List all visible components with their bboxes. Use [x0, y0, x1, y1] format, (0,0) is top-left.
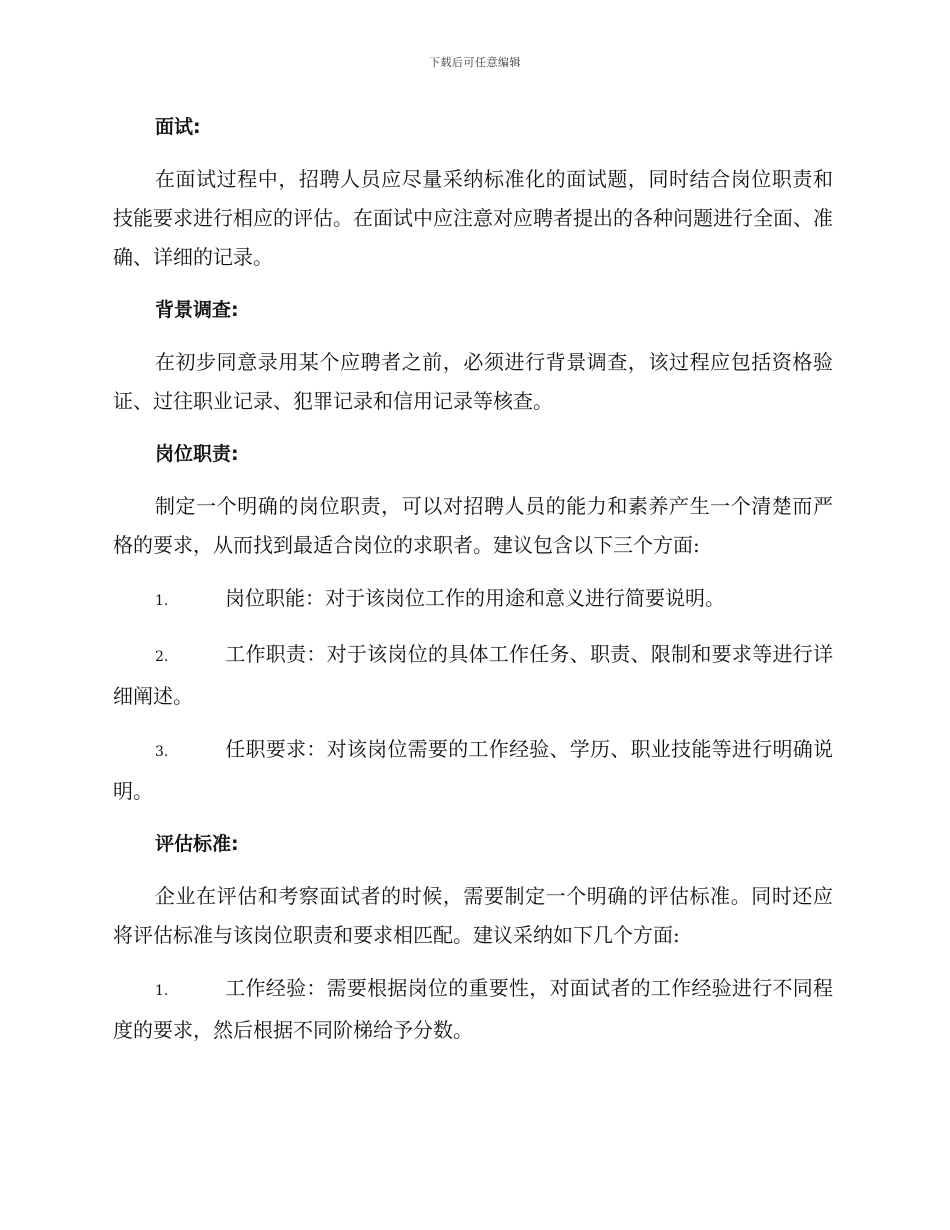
- paragraph-job-duties: 制定一个明确的岗位职责，可以对招聘人员的能力和素养产生一个清楚而严格的要求，从而找到最适合岗位的求职者。建议包含以下三个方面:: [113, 494, 833, 557]
- section-heading-background-check: 背景调查:: [155, 299, 239, 321]
- paragraph-interview: 在面试过程中，招聘人员应尽量采纳标准化的面试题，同时结合岗位职责和技能要求进行相应的评估。在面试中应注意对应聘者提出的各种问题进行全面、准确、详细的记录。: [113, 167, 833, 269]
- paragraph-background-check: 在初步同意录用某个应聘者之前，必须进行背景调查，该过程应包括资格验证、过往职业记录、犯罪记录和信用记录等核查。: [113, 350, 833, 413]
- section-heading-interview: 面试:: [155, 116, 201, 138]
- list-item-text: 工作经验：需要根据岗位的重要性，对面试者的工作经验进行不同程度的要求，然后根据不同阶梯给予分数。: [113, 976, 833, 1042]
- list-item: [113, 730, 833, 811]
- list-item-number: 1.: [155, 593, 169, 609]
- list-item-number: 3.: [155, 744, 169, 760]
- page-header: 下载后可任意编辑: [429, 56, 521, 69]
- paragraph-evaluation-criteria: 企业在评估和考察面试者的时候，需要制定一个明确的评估标准。同时还应将评估标准与该岗位职责和要求相匹配。建议采纳如下几个方面:: [113, 884, 833, 947]
- document-body: [113, 108, 833, 1064]
- list-item: [113, 579, 833, 621]
- list-item-text: 岗位职能：对于该岗位工作的用途和意义进行简要说明。: [225, 586, 725, 610]
- list-item: [113, 635, 833, 716]
- list-item-number: 2.: [155, 649, 169, 665]
- list-item-text: 任职要求：对该岗位需要的工作经验、学历、职业技能等进行明确说明。: [113, 737, 833, 803]
- list-item: [113, 969, 833, 1050]
- list-item-text: 工作职责：对于该岗位的具体工作任务、职责、限制和要求等进行详细阐述。: [113, 642, 833, 708]
- list-item-number: 1.: [155, 983, 169, 999]
- section-heading-job-duties: 岗位职责:: [155, 443, 239, 465]
- section-heading-evaluation-criteria: 评估标准:: [155, 833, 239, 855]
